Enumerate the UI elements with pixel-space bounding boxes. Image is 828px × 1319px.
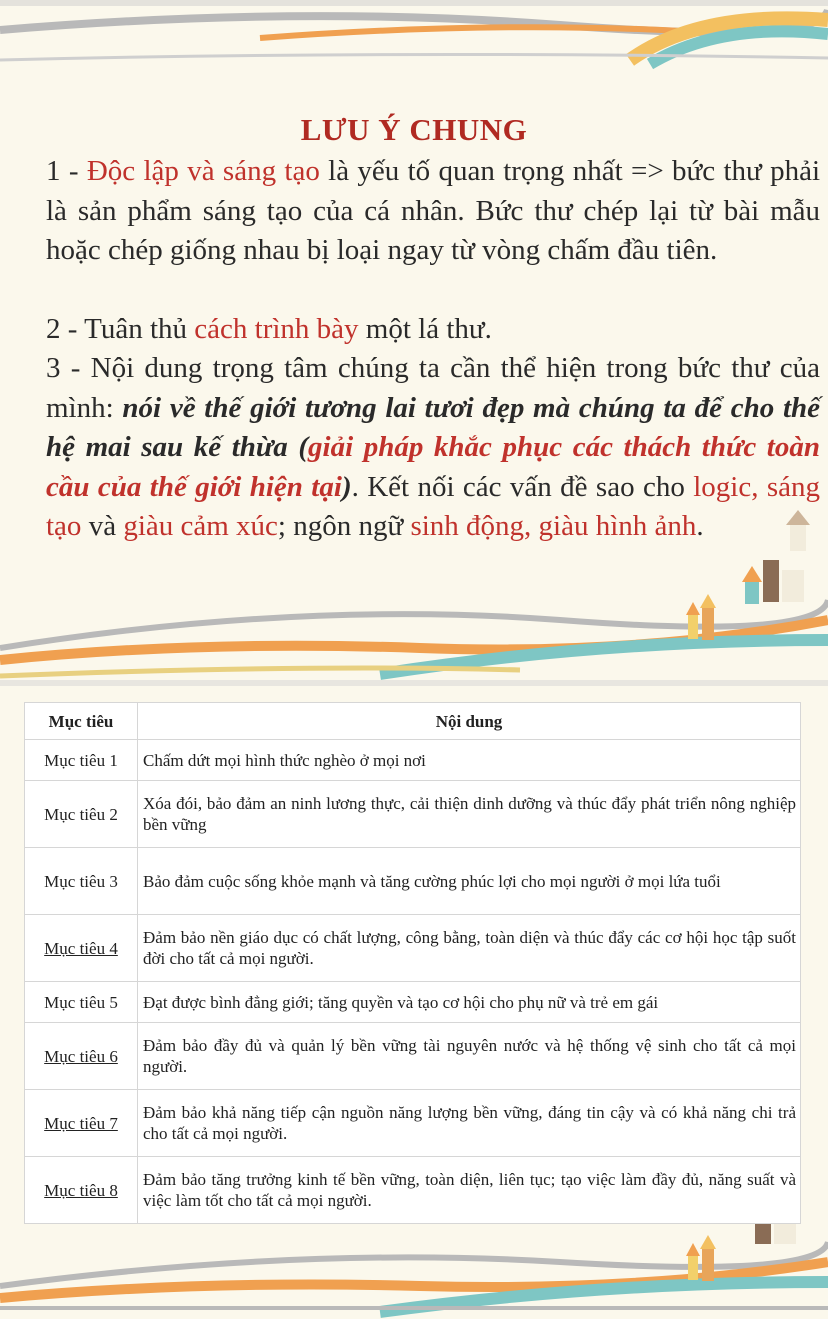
table-row (25, 781, 801, 848)
col-header-content: Nội dung (138, 703, 801, 740)
slide-sdg-table (0, 686, 828, 1319)
note-3: 3 - Nội dung trọng tâm chúng ta cần thể hiện trong bức thư của mình: nói về thế giới tương lai tươi đẹp mà chúng ta để cho thế hệ mai sau kế thừa (giải pháp khắc phục các thách thức toàn cầu của thế giới hiện tại). Kết nối các vấn đề sao cho logic, sáng tạo và giàu cảm xúc; ngôn ngữ sinh động, giàu hình ảnh. (46, 352, 821, 542)
goal-link[interactable]: Mục tiêu 6 (25, 1023, 138, 1090)
table-row (25, 740, 801, 781)
goal-content: Đạt được bình đẳng giới; tăng quyền và tạo cơ hội cho phụ nữ và trẻ em gái (138, 982, 801, 1023)
goal-content: Đảm bảo đầy đủ và quản lý bền vững tài nguyên nước và hệ thống vệ sinh cho tất cả mọi người. (138, 1023, 801, 1090)
goal-content: Chấm dứt mọi hình thức nghèo ở mọi nơi (138, 740, 801, 781)
goal-label: Mục tiêu 5 (25, 982, 138, 1023)
page-title: LƯU Ý CHUNG (300, 112, 528, 147)
goal-content: Xóa đói, bảo đảm an ninh lương thực, cải thiện dinh dưỡng và thúc đẩy phát triển nông nghiệp bền vững (138, 781, 801, 848)
goal-content: Đảm bảo khả năng tiếp cận nguồn năng lượng bền vững, đáng tin cậy và có khả năng chi trả cho tất cả mọi người. (138, 1090, 801, 1157)
goal-label: Mục tiêu 2 (25, 781, 138, 848)
goal-link[interactable]: Mục tiêu 8 (25, 1157, 138, 1224)
table-row (25, 1157, 801, 1224)
sdg-table (24, 702, 801, 1224)
table-row (25, 1090, 801, 1157)
goal-link[interactable]: Mục tiêu 4 (25, 915, 138, 982)
table-row (25, 1023, 801, 1090)
goal-content: Bảo đảm cuộc sống khỏe mạnh và tăng cường phúc lợi cho mọi người ở mọi lứa tuổi (138, 848, 801, 915)
goal-content: Đảm bảo tăng trưởng kinh tế bền vững, toàn diện, liên tục; tạo việc làm đầy đủ, năng suất và việc làm tốt cho tất cả mọi người. (138, 1157, 801, 1224)
note-1: 1 - Độc lập và sáng tạo là yếu tố quan trọng nhất => bức thư phải là sản phẩm sáng tạo của cá nhân. Bức thư chép lại từ bài mẫu hoặc chép giống nhau bị loại ngay từ vòng chấm đầu tiên. (46, 155, 820, 266)
goal-content: Đảm bảo nền giáo dục có chất lượng, công bằng, toàn diện và thúc đẩy các cơ hội học tập suốt đời cho tất cả mọi người. (138, 915, 801, 982)
goal-label: Mục tiêu 1 (25, 740, 138, 781)
table-row (25, 848, 801, 915)
goal-link[interactable]: Mục tiêu 7 (25, 1090, 138, 1157)
table-row (25, 982, 801, 1023)
table-row (25, 915, 801, 982)
note-2: 2 - Tuân thủ cách trình bày một lá thư. (46, 313, 492, 345)
goal-label: Mục tiêu 3 (25, 848, 138, 915)
col-header-goal: Mục tiêu (25, 703, 138, 740)
